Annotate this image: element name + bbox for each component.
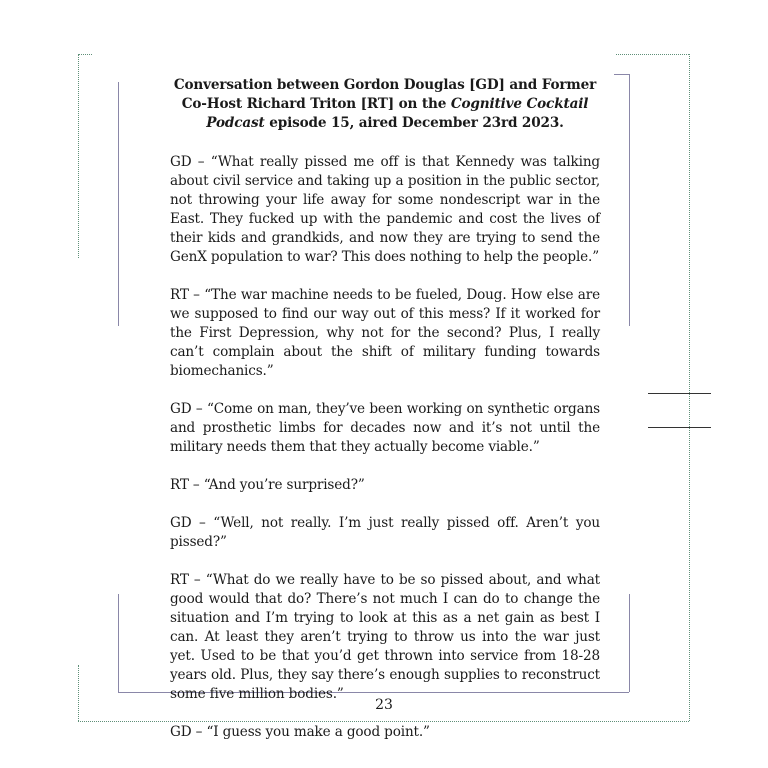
margin-rule-lower	[648, 427, 711, 428]
frame-inner-right-lower	[629, 594, 630, 692]
page-number: 23	[375, 697, 393, 713]
dialogue-paragraph-1: GD – “What really pissed me off is that Kennedy was talking about civil service and taking up a position in the public sector, not throwing your life away for some nondescript war in the East. They fucked up with the pandemic and cost the lives of their kids and grandkids, and now they are trying to send the GenX population to war? This does nothing to help the people.”	[170, 154, 600, 265]
dialogue-paragraph-3: GD – “Come on man, they’ve been working on synthetic organs and prosthetic limbs for decades now and it’s not until the military needs them that they actually become viable.”	[170, 401, 600, 455]
dialogue-paragraph-2: RT – “The war machine needs to be fueled, Doug. How else are we supposed to find our way out of this mess? If it worked for the First Depression, why not for the second? Plus, I really can’t complain about the shift of military funding towards biomechanics.”	[170, 287, 600, 379]
frame-inner-left-upper	[118, 82, 119, 326]
document-body	[170, 76, 600, 761]
frame-top-right-dotted	[616, 54, 689, 55]
frame-right-dotted	[689, 54, 690, 721]
heading-part-1: Conversation between Gordon Douglas [GD] and Former Co-Host Richard Triton [RT] on the	[173, 77, 597, 112]
frame-left-upper-dotted	[78, 54, 79, 258]
dialogue-paragraph-5: GD – “Well, not really. I’m just really pissed off. Aren’t you pissed?”	[170, 515, 600, 550]
podcast-name: Cognitive Cocktail Podcast	[206, 96, 589, 131]
frame-inner-top-right	[614, 74, 629, 75]
frame-top-left-dotted	[78, 54, 92, 55]
dialogue-paragraph-6: RT – “What do we really have to be so pissed about, and what good would that do? There’s not much I can do to change the situation and I’m trying to look at this as a net gain as best I can. At least they aren’t trying to throw us into the war just yet. Used to be that you’d get thrown into service from 18-28 years old. Plus, they say there’s enough supplies to reconstruct some five million bodies.”	[170, 572, 600, 702]
margin-rule-upper	[648, 393, 711, 394]
heading-part-2: episode 15, aired December 23rd 2023.	[264, 115, 564, 131]
document-heading	[170, 76, 600, 133]
dialogue-paragraph-4: RT – “And you’re surprised?”	[170, 477, 365, 493]
frame-inner-left-lower	[118, 594, 119, 692]
dialogue-paragraph-7: GD – “I guess you make a good point.”	[170, 724, 430, 740]
frame-inner-right-upper	[629, 74, 630, 326]
